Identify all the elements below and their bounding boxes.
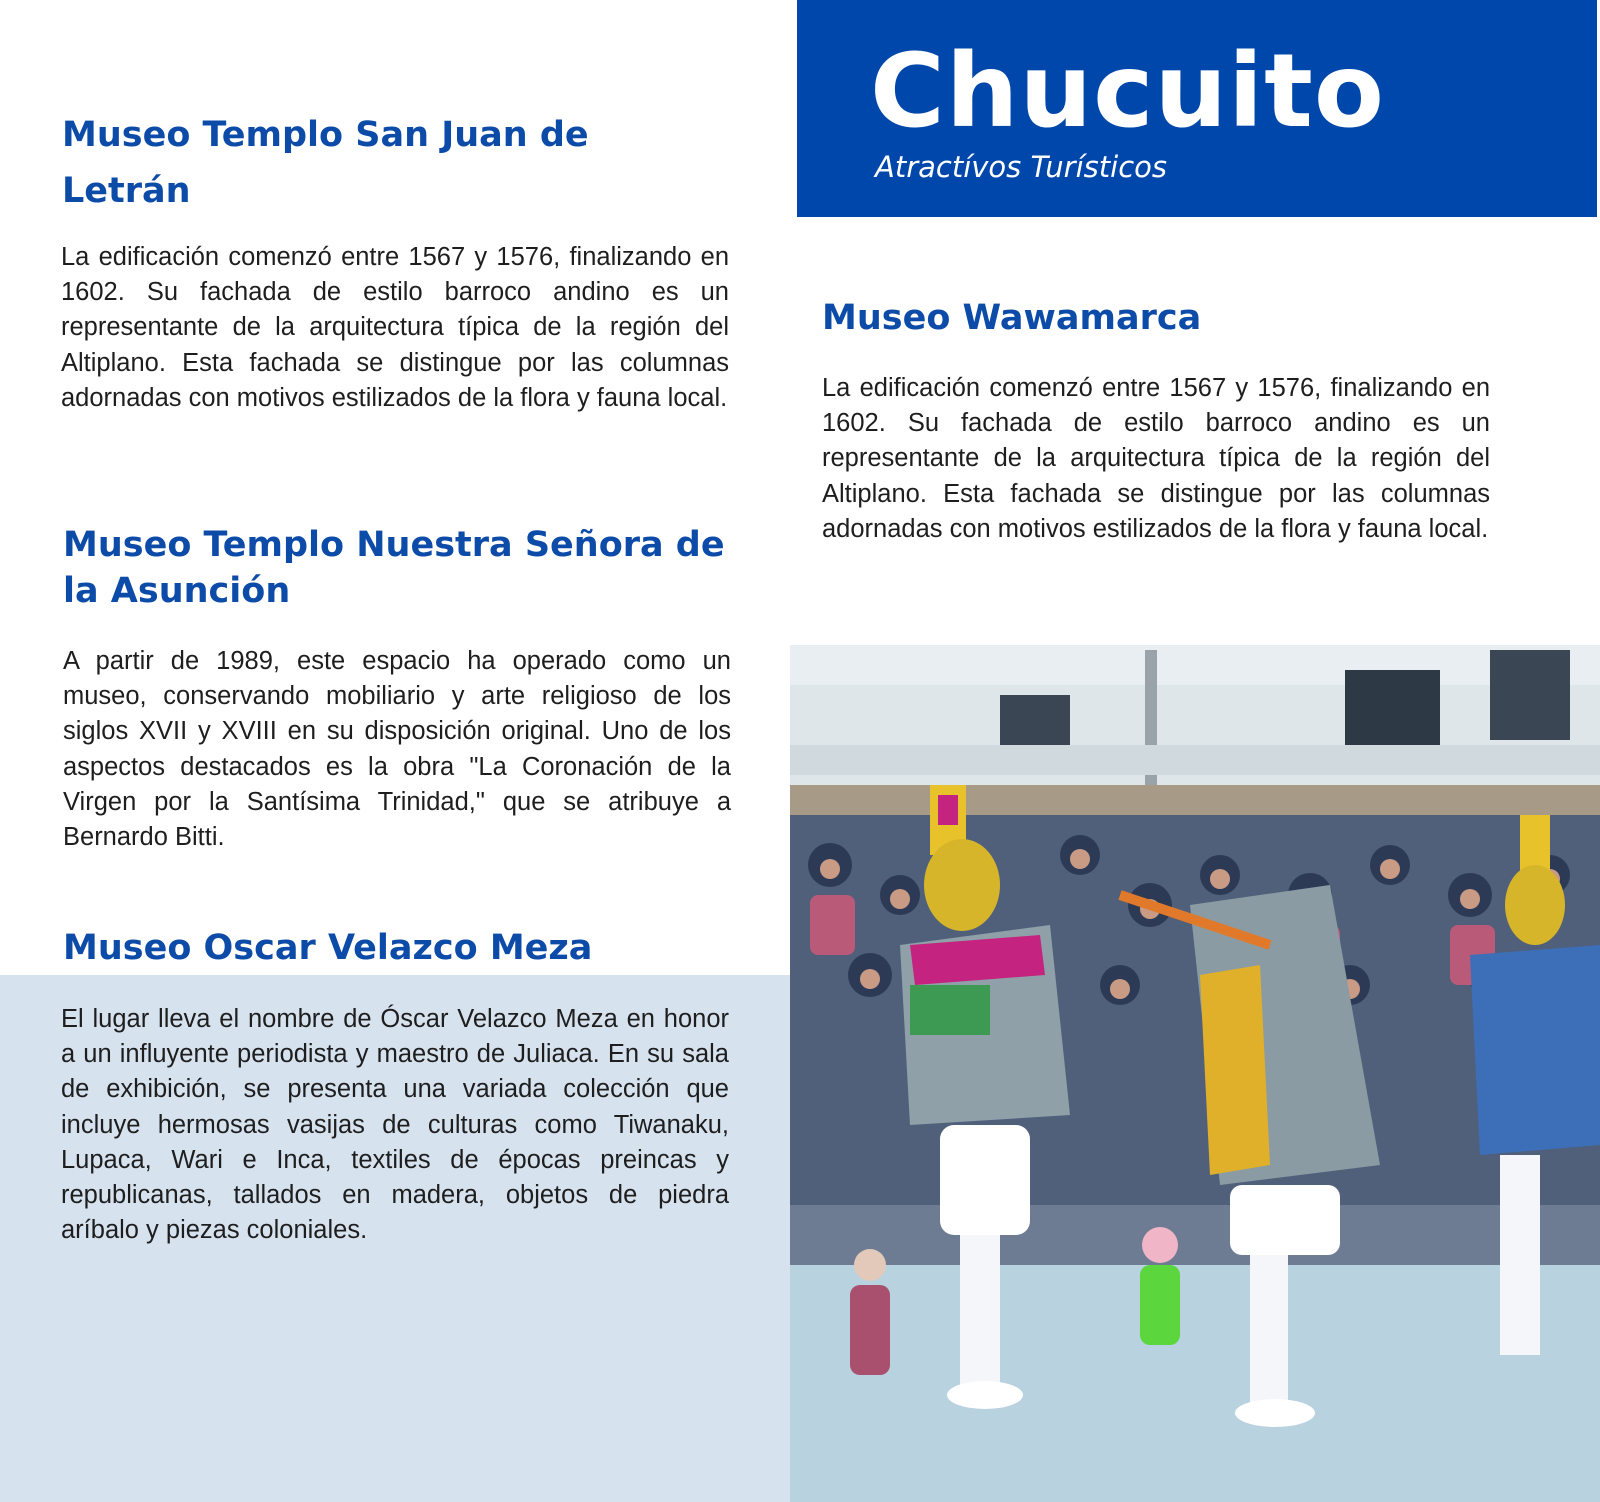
paragraph-velazco-meza: El lugar lleva el nombre de Óscar Velazco Meza en honor a un influyente periodista y maestro de Juliaca. En su sala de exhibición, se presenta una variada colección que incluye hermosas vasijas de culturas como Tiwanaku, Lupaca, Wari e Inca, textiles de épocas preincas y republicanas, tallados en madera, objetos de piedra aríbalo y piezas coloniales. [61,1005,729,1245]
heading-wawamarca: Museo Wawamarca [822,298,1202,338]
heading-velazco-meza: Museo Oscar Velazco Meza [63,928,593,968]
heading-asuncion: Museo Templo Nuestra Señora de la Asunción [63,525,725,611]
paragraph-wawamarca: La edificación comenzó entre 1567 y 1576, finalizando en 1602. Su fachada de estilo barroco andino es un representante de la arquitectura típica de la región del Altiplano. Esta fachada se distingue por las columnas adornadas con motivos estilizados de la flora y fauna local. [822,374,1490,543]
page-subtitle: Atractívos Turísticos [875,150,1167,184]
heading-san-juan: Museo Templo San Juan de Letrán [62,115,589,211]
page-title: Chucuito [870,32,1385,151]
festival-dancers-photo [790,645,1600,1502]
paragraph-asuncion: A partir de 1989, este espacio ha operado como un museo, conservando mobiliario y arte religioso de los siglos XVII y XVIII en su disposición original. Uno de los aspectos destacados es la obra "La Coronación de la Virgen por la Santísima Trinidad," que se atribuye a Bernardo Bitti. [63,647,731,852]
paragraph-san-juan: La edificación comenzó entre 1567 y 1576, finalizando en 1602. Su fachada de estilo barroco andino es un representante de la arquitectura típica de la región del Altiplano. Esta fachada se distingue por las columnas adornadas con motivos estilizados de la flora y fauna local. [61,243,729,412]
